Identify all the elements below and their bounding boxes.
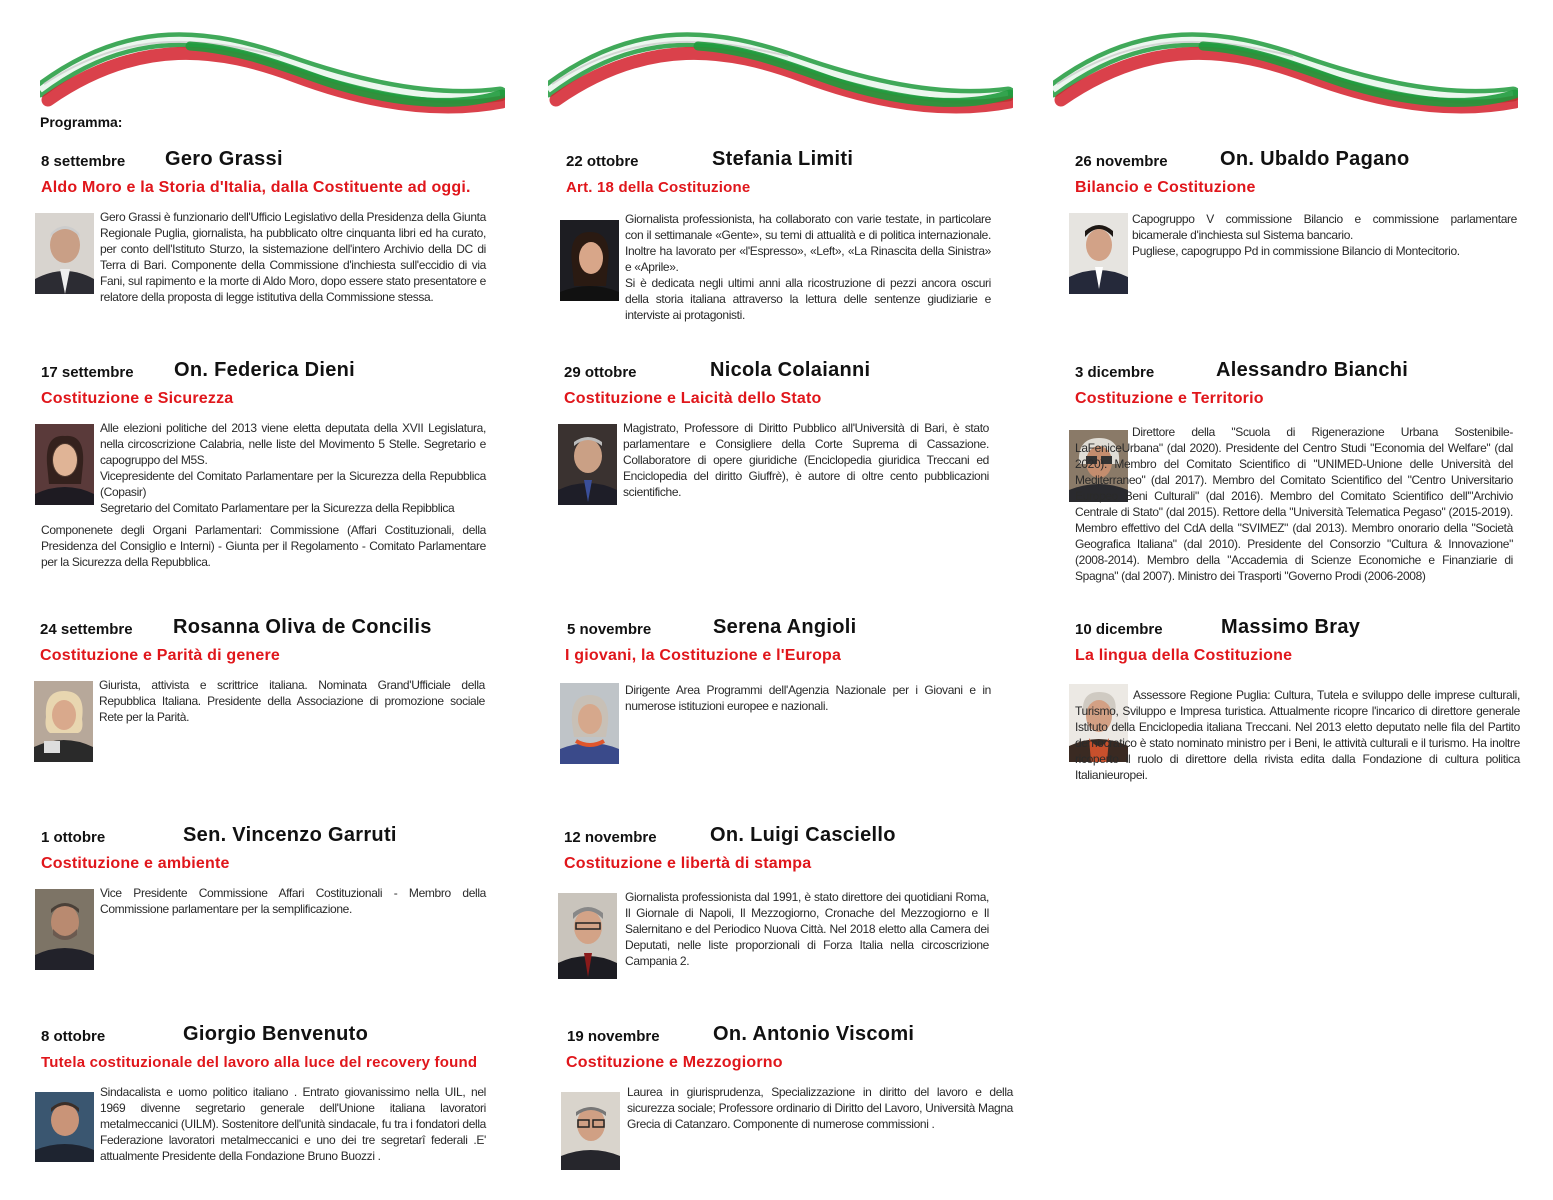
speaker-name: Sen. Vincenzo Garruti [183, 824, 397, 846]
event-date: 8 settembre [41, 153, 126, 170]
program-entry [1075, 359, 1525, 604]
speaker-name: On. Federica Dieni [174, 359, 356, 381]
speaker-name: Nicola Colaianni [710, 359, 871, 381]
event-date: 29 ottobre [564, 364, 637, 381]
speaker-photo-icon [558, 424, 617, 505]
bio-paragraph: Alle elezioni politiche del 2013 viene eletta deputata della XVII Legislatura, nella circoscrizione Calabria, nelle liste del Movimento 5 Stelle. Segretario e capogruppo del M5S. [100, 421, 486, 467]
speaker-bio: Direttore della "Scuola di Rigenerazione Urbana Sostenibile-LaFeniceUrbana" (dal 2020). Presidente del Centro Studi "Economia del Welfare" (dal 2020). Membro del Comitato Scientifico di "UNIMED-Unione delle Università del Mediterraneo" (dal 2017). Membro del Comitato Scientifico del "Centro Universitario Europeo Beni Culturali" (dal 2016). Membro del Comitato Scientifico dell'"Archivio Centrale di Stato" (dal 2015). Rettore della "Università Telematica Pegaso" (2015-2019). Membro effettivo del CdA della "SVIMEZ" (dal 2013). Membro onorario della "Società Geografica Italiana" (dal 2010). Presidente del Consorzio "Cultura & Innovazione" (2008-2014). Membro della "Accademia di Scienze Economiche e Finanziarie di Spagna" (dal 2007). Ministro dei Trasporti "Governo Prodi (2006-2008) [1075, 425, 1513, 583]
speaker-photo-icon [35, 213, 94, 294]
speaker-photo-icon [35, 424, 94, 505]
event-date: 22 ottobre [566, 153, 639, 170]
speaker-bio: Giurista, attivista e scrittrice italiana. Nominata Grand'Ufficiale della Repubblica Italiana. Presidente della Associazione di promozione sociale Rete per la Parità. [99, 678, 485, 724]
talk-topic: Tutela costituzionale del lavoro alla luce del recovery found [41, 1054, 478, 1071]
program-entry [41, 824, 491, 979]
speaker-bio: Magistrato, Professore di Diritto Pubblico all'Università di Bari, è stato parlamentare e Consigliere della Corte Suprema di Cassazione. Collaboratore di opere giuridiche (Enciclopedia giuridica Treccani ed Enciclopedia del diritto Giuffrè), è autore di oltre cento pubblicazioni scientifiche. [623, 421, 989, 499]
program-entry [1075, 148, 1525, 313]
talk-topic: Costituzione e libertà di stampa [564, 855, 812, 872]
talk-topic: Costituzione e Territorio [1075, 390, 1264, 407]
speaker-bio: Sindacalista e uomo politico italiano . Entrato giovanissimo nella UIL, nel 1969 divenne segretario generale dell'Unione italiana lavoratori metalmeccanici (UILM). Sostenitore dell'unità sindacale, fu tra i fondatori della Federazione lavoratori metalmeccanici e uno dei tre segretarî federali .E' attualmente Presidente della Fondazione Bruno Buozzi . [100, 1085, 486, 1163]
speaker-name: On. Ubaldo Pagano [1220, 148, 1410, 170]
speaker-bio-continued: Componenete degli Organi Parlamentari: Commissione (Affari Costituzionali, della Presidenza del Consiglio e Interni) - Giunta per il Regolamento - Comitato Parlamentare per la Sicurezza della Repubblica. [41, 523, 486, 569]
speaker-name: Rosanna Oliva de Concilis [173, 616, 432, 638]
speaker-photo-icon [34, 681, 93, 762]
tricolor-ribbon-icon [1053, 30, 1518, 120]
bio-paragraph: Vicepresidente del Comitato Parlamentare per la Sicurezza della Repubblica (Copasir) [100, 469, 486, 499]
talk-topic: Costituzione e Laicità dello Stato [564, 390, 822, 407]
event-date: 26 novembre [1075, 153, 1168, 170]
bio-paragraph: Pugliese, capogruppo Pd in commissione Bilancio di Montecitorio. [1132, 244, 1460, 258]
event-date: 12 novembre [564, 829, 657, 846]
speaker-photo-icon [560, 683, 619, 764]
programma-label: Programma: [40, 114, 123, 130]
event-date: 5 novembre [567, 621, 652, 638]
speaker-bio: Laurea in giurisprudenza, Specializzazione in diritto del lavoro e della sicurezza sociale; Professore ordinario di Diritto del Lavoro, Università Magna Grecia di Catanzaro. Componente di numerose commissioni . [627, 1085, 1013, 1131]
talk-topic: La lingua della Costituzione [1075, 647, 1293, 664]
program-entry [566, 148, 1016, 333]
program-entry [41, 148, 491, 323]
speaker-photo-icon [35, 889, 94, 970]
talk-topic: I giovani, la Costituzione e l'Europa [565, 647, 842, 664]
bio-paragraph: Giornalista professionista, ha collaborato con varie testate, in particolare con il settimanale «Gente», su temi di attualità e di politica internazionale. Inoltre ha lavorato per «l'Espresso», «Left», «La Rinascita della Sinistra» e «Aprile». [625, 212, 991, 274]
column-3 [1035, 0, 1553, 1200]
speaker-bio [100, 420, 486, 516]
speaker-photo-icon [558, 893, 617, 979]
talk-topic: Costituzione e Parità di genere [40, 647, 281, 664]
talk-topic: Costituzione e Sicurezza [41, 390, 234, 407]
speaker-photo-icon [35, 1092, 94, 1162]
program-entry [566, 1023, 1017, 1178]
speaker-name: Serena Angioli [713, 616, 857, 638]
program-entry [564, 824, 1014, 979]
tricolor-ribbon-icon [40, 30, 505, 120]
talk-topic: Bilancio e Costituzione [1075, 179, 1256, 196]
speaker-name: Stefania Limiti [712, 148, 854, 170]
bio-paragraph: Segretario del Comitato Parlamentare per la Sicurezza della Repibblica [100, 501, 455, 515]
talk-topic: Art. 18 della Costituzione [566, 179, 751, 196]
program-entry [565, 616, 1017, 771]
speaker-bio [1132, 211, 1517, 259]
program-entry [564, 359, 1014, 524]
column-1 [0, 0, 520, 1200]
speaker-name: On. Luigi Casciello [710, 824, 896, 846]
speaker-photo-icon [561, 1092, 620, 1170]
event-date: 19 novembre [567, 1028, 660, 1045]
program-entry [1075, 616, 1525, 801]
event-date: 8 ottobre [41, 1028, 106, 1045]
speaker-name: Alessandro Bianchi [1216, 359, 1409, 381]
speaker-name: Giorgio Benvenuto [183, 1023, 369, 1045]
program-entry [41, 359, 491, 574]
speaker-bio: Vice Presidente Commissione Affari Costituzionali - Membro della Commissione parlamentare per la semplificazione. [100, 886, 486, 916]
program-entry [40, 616, 490, 771]
talk-topic: Aldo Moro e la Storia d'Italia, dalla Costituente ad oggi. [41, 179, 471, 196]
event-date: 17 settembre [41, 364, 134, 381]
program-entry [41, 1023, 491, 1178]
event-date: 3 dicembre [1075, 364, 1155, 381]
speaker-bio: Assessore Regione Puglia: Cultura, Tutela e sviluppo delle imprese culturali, Turismo, Sviluppo e Impresa turistica. Attualmente ricopre l'incarico di direttore generale Istituto della Enciclopedia italiana Treccani. Nel 2013 eletto deputato nelle fila del Partito democratico è stato nominato ministro per i Beni, le attività culturali e il turismo. Ha inoltre ricoperto il ruolo di direttore della rivista edita dalla Fondazione di cultura politica Italianieuropei. [1075, 688, 1520, 782]
talk-topic: Costituzione e ambiente [41, 855, 230, 872]
speaker-bio [625, 211, 991, 323]
tricolor-ribbon-icon [548, 30, 1013, 120]
speaker-bio: Gero Grassi è funzionario dell'Ufficio Legislativo della Presidenza della Giunta Regionale Puglia, giornalista, ha pubblicato oltre cinquanta libri ed ha curato, per conto dell'Istituto Sturzo, la sistemazione dell'intero Archivio della DC di Terra di Bari. Componente della Commissione d'inchiesta sull'eccidio di via Fani, sul rapimento e la morte di Aldo Moro, dopo essere stato presentatore e relatore della proposta di legge istitutiva della Commissione stessa. [100, 210, 486, 304]
event-date: 10 dicembre [1075, 621, 1163, 638]
speaker-name: Gero Grassi [165, 148, 283, 170]
speaker-name: Massimo Bray [1221, 616, 1361, 638]
speaker-name: On. Antonio Viscomi [713, 1023, 915, 1045]
column-2 [520, 0, 1035, 1200]
talk-topic: Costituzione e Mezzogiorno [566, 1054, 783, 1071]
event-date: 24 settembre [40, 621, 133, 638]
bio-paragraph: Si è dedicata negli ultimi anni alla ricostruzione di pezzi ancora oscuri della storia italiana attraverso la lettura delle sentenze giudiziarie e interviste ai protagonisti. [625, 276, 991, 322]
speaker-bio: Giornalista professionista dal 1991, è stato direttore dei quotidiani Roma, Il Giornale di Napoli, Il Mezzogiorno, Cronache del Mezzogiorno e Il Salernitano e del Periodico Nuova Città. Nel 2018 eletto alla Camera dei Deputati, nelle liste proporzionali di Forza Italia nella circoscrizione Campania 2. [625, 890, 989, 968]
speaker-photo-icon [1069, 213, 1128, 294]
speaker-bio: Dirigente Area Programmi dell'Agenzia Nazionale per i Giovani e in numerose istituzioni europee e nazionali. [625, 683, 991, 713]
bio-paragraph: Capogruppo V commissione Bilancio e commissione parlamentare bicamerale d'inchiesta sul Sistema bancario. [1132, 212, 1517, 242]
speaker-photo-icon [560, 220, 619, 301]
event-date: 1 ottobre [41, 829, 106, 846]
